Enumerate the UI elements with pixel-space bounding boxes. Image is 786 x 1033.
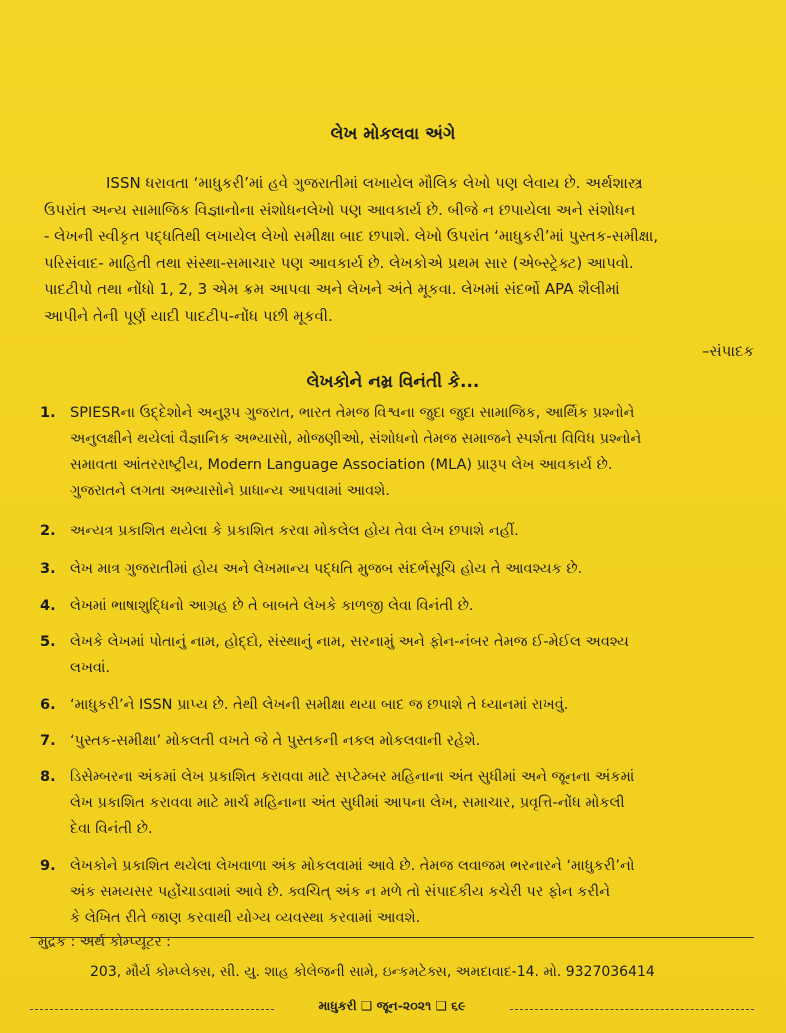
- item-line: લેખ માત્ર ગુજરાતીમાં હોય અને લેખમાન્ય પદ્ધતિ મુજબ સંદર્ભસૂચિ હોય તે આવશ્યક છે.: [70, 561, 583, 577]
- intro-line: ઉપરાંત અન્ય સામાજિક વિજ્ઞાનોના સંશોધનલેખો પણ આવકાર્ય છે. બીજે ન છપાયેલા અને સંશોધન: [44, 200, 636, 219]
- item-number: 7.: [40, 733, 56, 749]
- item-line: ‘માધુકરી’ને ISSN પ્રાપ્ય છે. તેથી લેખની સમીક્ષા થયા બાદ જ છપાશે તે ધ્યાનમાં રાખવું.: [70, 697, 569, 713]
- section-subtitle: લેખકોને નમ્ર વિનંતી કે...: [306, 372, 480, 392]
- item-line: લેખકે લેખમાં પોતાનું નામ, હોદ્દો, સંસ્થાનું નામ, સરનામું અને ફોન-નંબર તેમજ ઈ-મેઈલ અવશ્ય: [70, 634, 629, 650]
- intro-line: ISSN ધરાવતા ‘માધુકરી’માં હવે ગુજરાતીમાં લખાયેલ મૌલિક લેખો પણ લેવાય છે. અર્થશાસ્ત્ર: [106, 174, 643, 192]
- item-text: [70, 518, 760, 544]
- item-text: [70, 400, 760, 504]
- item-line: સમાવતા આંતરરાષ્ટ્રીય, Modern Language Association (MLA) પ્રારૂપ લેખ આવકાર્ય છે.: [70, 457, 613, 473]
- intro-line: - લેખની સ્વીકૃત પદ્ધતિથી લખાયેલ લેખો સમીક્ષા બાદ છપાશે. લેખો ઉપરાંત ‘માધુકરી’માં પુસ્તક-સમીક્ષા,: [44, 227, 659, 245]
- item-number: 6.: [40, 697, 56, 713]
- item-line: કે લેખિત રીતે જાણ કરવાથી યોગ્ય વ્યવસ્થા કરવામાં આવશે.: [70, 910, 421, 926]
- item-number: 4.: [40, 598, 56, 614]
- item-line: દેવા વિનંતી છે.: [70, 821, 153, 837]
- item-number: 1.: [40, 405, 56, 421]
- item-line: અંક સમયસર પહોંચાડવામાં આવે છે. ક્વચિત્ અંક ન મળે તો સંપાદકીય કચેરી પર ફોન કરીને: [70, 884, 610, 900]
- intro-line: આપીને તેની પૂર્ણ યાદી પાદટીપ-નોંધ પછી મૂકવી.: [44, 306, 333, 325]
- footer-dash-left: [30, 1009, 274, 1010]
- item-number: 5.: [40, 634, 56, 650]
- item-text: [70, 692, 760, 718]
- item-line: લેખમાં ભાષાશુદ્ધિનો આગ્રહ છે તે બાબતે લેખકે કાળજી લેવા વિનંતી છે.: [70, 598, 474, 614]
- intro-line: પરિસંવાદ- માહિતી તથા સંસ્થા-સમાચાર પણ આવકાર્ય છે. લેખકોએ પ્રથમ સાર (એબ્સ્ટ્રેક્ટ) આપવો.: [44, 253, 634, 272]
- item-text: [70, 593, 760, 619]
- intro-line: પાદટીપો તથા નોંધો 1, 2, 3 એમ ક્રમ આપવા અને લેખને અંતે મૂકવા. લેખમાં સંદર્ભો APA શૈલીમાં: [44, 280, 620, 298]
- footer-text: માધુકરી ❑ જૂન-૨૦૨૧ ❑ ૬૯: [318, 998, 466, 1013]
- item-number: 3.: [40, 561, 56, 577]
- item-text: [70, 853, 760, 931]
- item-number: 8.: [40, 769, 56, 785]
- intro-paragraph: [44, 170, 756, 329]
- item-line: અન્યત્ર પ્રકાશિત થયેલા કે પ્રકાશિત કરવા મોકલેલ હોય તેવા લેખ છપાશે નહીં.: [70, 523, 519, 539]
- item-text: [70, 629, 760, 681]
- item-line: લખવાં.: [70, 660, 111, 676]
- item-number: 9.: [40, 858, 56, 874]
- printer-address: 203, મૌર્ય કોમ્પ્લેક્સ, સી. યુ. શાહ કોલેજની સામે, ઇન્કમટેક્સ, અમદાવાદ-14. મો. 9327036414: [90, 964, 655, 980]
- item-line: અનુલક્ષીને થયેલાં વૈજ્ઞાનિક અભ્યાસો, મોજણીઓ, સંશોધનો તેમજ સમાજને સ્પર્શતા વિવિધ પ્રશ્નોને: [70, 431, 642, 447]
- item-text: [70, 728, 760, 754]
- page-footer: [30, 998, 754, 1020]
- page-title: લેખ મોકલવા અંગે: [330, 124, 456, 144]
- item-line: ડિસેમ્બરના અંકમાં લેખ પ્રકાશિત કરાવવા માટે સપ્ટેમ્બર મહિનાના અંત સુધીમાં અને જૂનના અંકમાં: [70, 769, 635, 785]
- item-line: લેખકોને પ્રકાશિત થયેલા લેખવાળા અંક મોકલવામાં આવે છે. તેમજ લવાજમ ભરનારને ‘માધુકરી’નો: [70, 858, 635, 874]
- footer-dash-right: [510, 1009, 754, 1010]
- item-line: ‘પુસ્તક-સમીક્ષા’ મોકલતી વખતે જે તે પુસ્તકની નકલ મોકલવાની રહેશે.: [70, 733, 481, 749]
- item-text: [70, 556, 760, 582]
- item-line: લેખ પ્રકાશિત કરાવવા માટે માર્ચ મહિનાના અંત સુધીમાં આપના લેખ, સમાચાર, પ્રવૃત્તિ-નોંધ મોકલી: [70, 795, 625, 811]
- editor-signature: –સંપાદક: [701, 342, 754, 360]
- item-line: SPIESRના ઉદ્દેશોને અનુરૂપ ગુજરાત, ભારત તેમજ વિશ્વના જુદા જુદા સામાજિક, આર્થિક પ્રશ્નોને: [70, 405, 635, 421]
- item-number: 2.: [40, 523, 56, 539]
- item-line: ગુજરાતને લગતા અભ્યાસોને પ્રાધાન્ય આપવામાં આવશે.: [70, 483, 390, 499]
- item-text: [70, 764, 760, 842]
- printer-label: મુદ્રક : અર્થ કોમ્પ્યૂટર :: [38, 934, 171, 950]
